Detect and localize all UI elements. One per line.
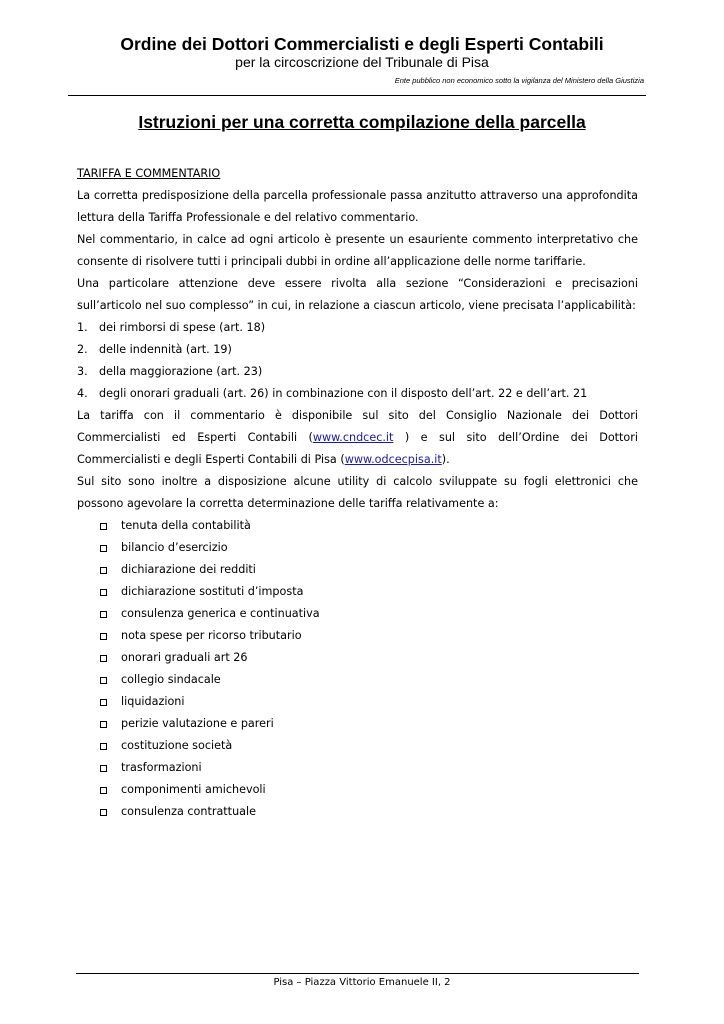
list-item xyxy=(77,317,638,339)
list-text: dei rimborsi di spese (art. 18) xyxy=(99,321,266,334)
utility-list xyxy=(77,515,638,823)
list-item xyxy=(77,581,638,603)
checkbox-bullet-icon xyxy=(100,765,107,772)
list-item xyxy=(77,559,638,581)
paragraph-2: Nel commentario, in calce ad ogni articolo è presente un esauriente commento interpretativo che consente di risolvere tutti i principali dubbi in ordine all’applicazione delle norme tariffarie. xyxy=(77,233,638,268)
paragraph-4-part-a: La tariffa con il commentario è disponibile sul sito del Consiglio Nazionale dei Dottori Commercialisti ed Esperti Contabili ( xyxy=(77,409,638,444)
list-item xyxy=(77,625,638,647)
list-text: consulenza contrattuale xyxy=(121,805,257,818)
list-text: della maggiorazione (art. 23) xyxy=(99,365,263,378)
list-text: liquidazioni xyxy=(121,695,185,708)
checkbox-bullet-icon xyxy=(100,655,107,662)
list-text: onorari graduali art 26 xyxy=(121,651,248,664)
list-number: 3. xyxy=(77,365,88,378)
list-text: trasformazioni xyxy=(121,761,202,774)
list-text: consulenza generica e continuativa xyxy=(121,607,320,620)
list-number: 4. xyxy=(77,387,88,400)
header-note: Ente pubblico non economico sotto la vigilanza del Ministero della Giustizia xyxy=(394,76,644,85)
checkbox-bullet-icon xyxy=(100,633,107,640)
list-item xyxy=(77,713,638,735)
checkbox-bullet-icon xyxy=(100,699,107,706)
paragraph-4-part-b: ) e sul sito dell’Ordine dei Dottori Commercialisti e degli Esperti Contabili di Pisa ( xyxy=(77,431,638,466)
list-item xyxy=(77,537,638,559)
document-body xyxy=(77,163,638,823)
checkbox-bullet-icon xyxy=(100,787,107,794)
checkbox-bullet-icon xyxy=(100,743,107,750)
list-number: 1. xyxy=(77,321,88,334)
checkbox-bullet-icon xyxy=(100,721,107,728)
org-name: Ordine dei Dottori Commercialisti e degli Esperti Contabili xyxy=(120,34,604,54)
checkbox-bullet-icon xyxy=(100,677,107,684)
footer-address: Pisa – Piazza Vittorio Emanuele II, 2 xyxy=(273,977,451,988)
jurisdiction: per la circoscrizione del Tribunale di Pisa xyxy=(235,54,489,70)
checkbox-bullet-icon xyxy=(100,523,107,530)
checkbox-bullet-icon xyxy=(100,589,107,596)
list-item xyxy=(77,339,638,361)
section-heading: TARIFFA E COMMENTARIO xyxy=(77,167,221,180)
cndcec-link[interactable]: www.cndcec.it xyxy=(312,431,394,444)
applicability-list xyxy=(77,317,638,405)
header-divider xyxy=(68,95,646,96)
list-item xyxy=(77,647,638,669)
list-text: componimenti amichevoli xyxy=(121,783,266,796)
list-text: dichiarazione dei redditi xyxy=(121,563,256,576)
paragraph-3: Una particolare attenzione deve essere rivolta alla sezione “Considerazioni e precisazioni sull’articolo nel suo complesso” in cui, in relazione a ciascun articolo, viene precisata l’applicabilità: xyxy=(77,277,638,312)
list-text: dichiarazione sostituti d’imposta xyxy=(121,585,304,598)
list-text: delle indennità (art. 19) xyxy=(99,343,232,356)
list-text: degli onorari graduali (art. 26) in combinazione con il disposto dell’art. 22 e dell’art. 21 xyxy=(99,387,588,400)
list-item xyxy=(77,801,638,823)
paragraph-5: Sul sito sono inoltre a disposizione alcune utility di calcolo sviluppate su fogli elettronici che possono agevolare la corretta determinazione delle tariffa relativamente a: xyxy=(77,475,638,510)
list-item xyxy=(77,361,638,383)
list-item xyxy=(77,691,638,713)
list-item xyxy=(77,757,638,779)
list-item xyxy=(77,383,638,405)
paragraph-4-part-c: ). xyxy=(441,453,450,466)
list-text: nota spese per ricorso tributario xyxy=(121,629,302,642)
list-number: 2. xyxy=(77,343,88,356)
list-item xyxy=(77,735,638,757)
footer-divider xyxy=(76,973,639,974)
checkbox-bullet-icon xyxy=(100,545,107,552)
checkbox-bullet-icon xyxy=(100,611,107,618)
list-item xyxy=(77,515,638,537)
list-text: tenuta della contabilità xyxy=(121,519,251,532)
list-item xyxy=(77,603,638,625)
list-item xyxy=(77,669,638,691)
list-text: costituzione società xyxy=(121,739,233,752)
list-text: collegio sindacale xyxy=(121,673,221,686)
checkbox-bullet-icon xyxy=(100,809,107,816)
paragraph-4 xyxy=(77,405,638,471)
checkbox-bullet-icon xyxy=(100,567,107,574)
document-title: Istruzioni per una corretta compilazione della parcella xyxy=(138,112,586,132)
list-text: bilancio d’esercizio xyxy=(121,541,228,554)
odcecpisa-link[interactable]: www.odcecpisa.it xyxy=(344,453,442,466)
paragraph-1: La corretta predisposizione della parcella professionale passa anzitutto attraverso una approfondita lettura della Tariffa Professionale e del relativo commentario. xyxy=(77,189,638,224)
list-text: perizie valutazione e pareri xyxy=(121,717,274,730)
list-item xyxy=(77,779,638,801)
